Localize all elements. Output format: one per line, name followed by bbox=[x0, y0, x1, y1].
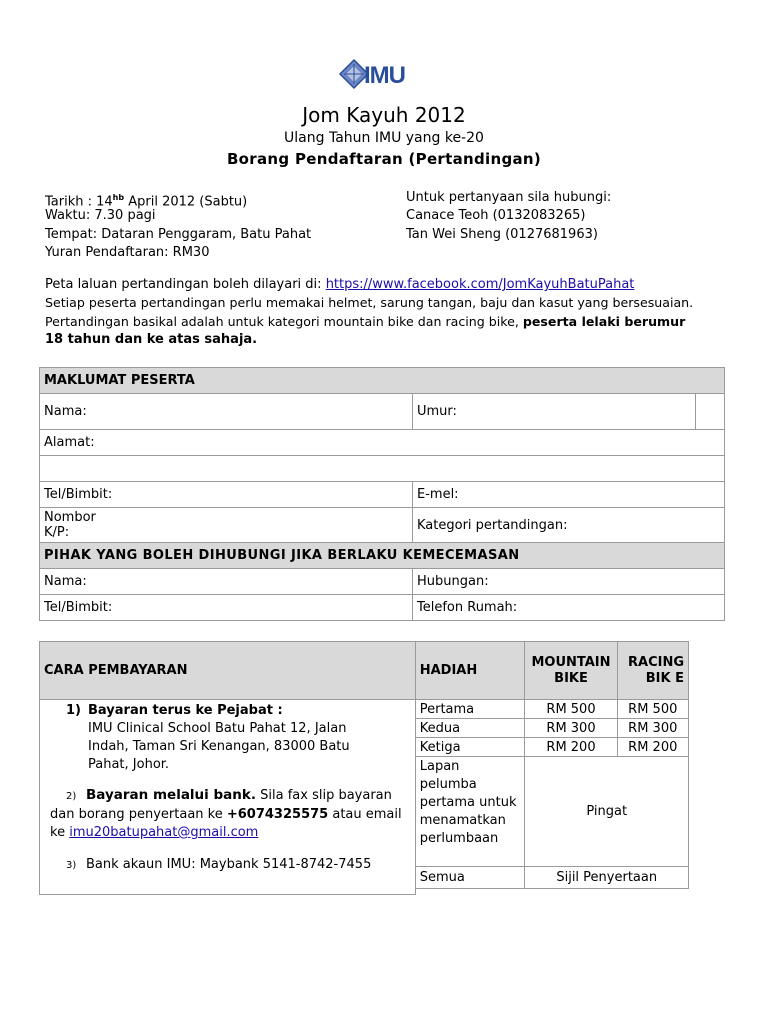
payment-method-2: 2) Bayaran melalui bank. Sila fax slip bayaran dan borang penyertaan ke +6074325575 atau email ke imu20batupahat@gmail.com bbox=[50, 787, 402, 840]
all-value: Sijil Penyertaan bbox=[525, 867, 689, 889]
imu-logo bbox=[338, 58, 422, 96]
emergency-heading: PIHAK YANG BOLEH DIHUBUNGI JIKA BERLAKU KEMECEMASAN bbox=[40, 543, 725, 569]
event-time: Waktu: 7.30 pagi bbox=[45, 208, 156, 223]
form-title: Borang Pendaftaran (Pertandingan) bbox=[226, 150, 542, 168]
category-note-age: 18 tahun dan ke atas sahaja. bbox=[45, 332, 258, 347]
prize-heading: HADIAH bbox=[415, 642, 525, 700]
route-note: Peta laluan pertandingan boleh dilayari di: https://www.facebook.com/JomKayuhBatuPahat bbox=[45, 277, 635, 292]
emergency-relation-field[interactable]: Hubungan: bbox=[413, 569, 725, 595]
participant-heading: MAKLUMAT PESERTA bbox=[40, 368, 725, 394]
emergency-phone-field[interactable]: Tel/Bimbit: bbox=[40, 595, 413, 621]
table-spacer bbox=[415, 889, 688, 895]
participant-address-line-2[interactable] bbox=[40, 456, 725, 482]
route-link[interactable]: https://www.facebook.com/JomKayuhBatuPahat bbox=[325, 277, 635, 292]
prize-racing-value: RM 300 bbox=[617, 719, 688, 738]
participant-phone-field[interactable]: Tel/Bimbit: bbox=[40, 482, 413, 508]
participant-form bbox=[39, 367, 725, 621]
category-note: Pertandingan basikal adalah untuk kategori mountain bike dan racing bike, peserta lelaki berumur bbox=[45, 314, 686, 329]
page-title: Jom Kayuh 2012 bbox=[302, 103, 466, 127]
event-fee: Yuran Pendaftaran: RM30 bbox=[45, 245, 210, 260]
prize-row-label: Ketiga bbox=[415, 738, 525, 757]
prize-row-label: Kedua bbox=[415, 719, 525, 738]
event-date: Tarikh : $14^{hb}$ April 2012 (Sabtu) bbox=[45, 193, 248, 210]
payment-heading: CARA PEMBAYARAN bbox=[40, 642, 416, 700]
medal-value: Pingat bbox=[525, 757, 689, 867]
racing-bike-heading: RACING BIK E bbox=[617, 642, 688, 700]
emergency-home-phone-field[interactable]: Telefon Rumah: bbox=[413, 595, 725, 621]
event-place: Tempat: Dataran Penggaram, Batu Pahat bbox=[45, 227, 312, 242]
logo-text: IMU bbox=[364, 62, 405, 89]
participant-ic-field[interactable]: Nombor K/P: bbox=[40, 508, 413, 543]
contact-heading: Untuk pertanyaan sila hubungi: bbox=[406, 190, 612, 205]
prize-mountain-value: RM 500 bbox=[525, 700, 617, 719]
payment-prize-table bbox=[39, 641, 689, 895]
participant-age-extra[interactable] bbox=[696, 394, 725, 430]
prize-racing-value: RM 500 bbox=[617, 700, 688, 719]
prize-mountain-value: RM 300 bbox=[525, 719, 617, 738]
participant-age-field[interactable]: Umur: bbox=[413, 394, 696, 430]
participant-name-field[interactable]: Nama: bbox=[40, 394, 413, 430]
emergency-name-field[interactable]: Nama: bbox=[40, 569, 413, 595]
equipment-note: Setiap peserta pertandingan perlu memakai helmet, sarung tangan, baju dan kasut yang bersesuaian. bbox=[45, 295, 694, 310]
contact-person-2: Tan Wei Sheng (0127681963) bbox=[406, 227, 598, 242]
payment-method-3: 3) Bank akaun IMU: Maybank 5141-8742-7455 bbox=[66, 857, 372, 872]
participant-category-field[interactable]: Kategori pertandingan: bbox=[413, 508, 725, 543]
page-subtitle: Ulang Tahun IMU yang ke-20 bbox=[284, 130, 484, 146]
mountain-bike-heading: MOUNTAIN BIKE bbox=[525, 642, 617, 700]
prize-row-label: Pertama bbox=[415, 700, 525, 719]
participant-address-field[interactable]: Alamat: bbox=[40, 430, 725, 456]
payment-email-link[interactable]: imu20batupahat@gmail.com bbox=[69, 825, 259, 840]
contact-person-1: Canace Teoh (0132083265) bbox=[406, 208, 586, 223]
payment-method-1: 1) Bayaran terus ke Pejabat : IMU Clinical School Batu Pahat 12, Jalan Indah, Taman Sri Kenangan, 83000 Batu Pahat, Johor. bbox=[66, 703, 350, 772]
prize-mountain-value: RM 200 bbox=[525, 738, 617, 757]
medal-label: Lapan pelumba pertama untuk menamatkan perlumbaan bbox=[415, 757, 525, 867]
payment-methods bbox=[40, 700, 416, 895]
prize-racing-value: RM 200 bbox=[617, 738, 688, 757]
all-label: Semua bbox=[415, 867, 525, 889]
participant-email-field[interactable]: E-mel: bbox=[413, 482, 725, 508]
